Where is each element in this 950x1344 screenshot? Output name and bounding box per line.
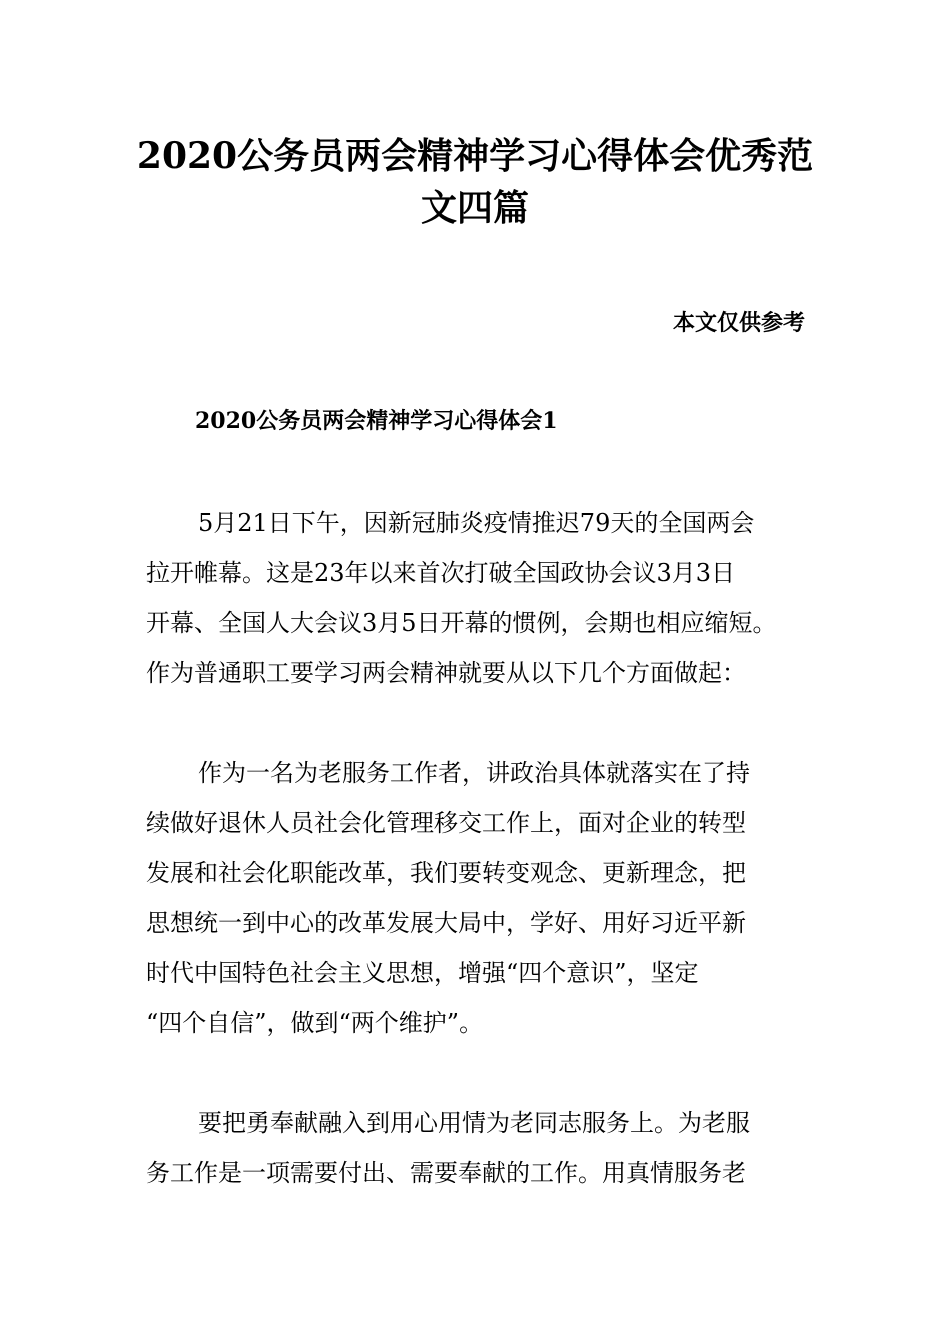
- paragraph-line: “四个自信”，做到“两个维护”。: [146, 1009, 484, 1037]
- paragraph-line: 作为普通职工要学习两会精神就要从以下几个方面做起：: [146, 659, 746, 687]
- paragraph-line: 时代中国特色社会主义思想，增强“四个意识”，坚定: [146, 959, 699, 987]
- paragraph-line: 发展和社会化职能改革，我们要转变观念、更新理念，把: [146, 859, 746, 887]
- section-heading: 2020公务员两会精神学习心得体会1: [195, 408, 558, 434]
- paragraph-line: 思想统一到中心的改革发展大局中，学好、用好习近平新: [146, 909, 746, 937]
- paragraph-line: 拉开帷幕。这是23年以来首次打破全国政协会议3月3日: [146, 559, 736, 587]
- document-title-line-1: 2020公务员两会精神学习心得体会优秀范: [136, 135, 814, 177]
- document-title-line-2: 文四篇: [420, 187, 529, 229]
- paragraph-line: 5月21日下午，因新冠肺炎疫情推迟79天的全国两会: [198, 509, 755, 537]
- paragraph-line: 开幕、全国人大会议3月5日开幕的惯例，会期也相应缩短。: [146, 609, 777, 637]
- paragraph-line: 作为一名为老服务工作者，讲政治具体就落实在了持: [198, 759, 750, 787]
- reference-note: 本文仅供参考: [672, 310, 805, 336]
- paragraph-line: 务工作是一项需要付出、需要奉献的工作。用真情服务老: [146, 1159, 746, 1187]
- paragraph-line: 要把勇奉献融入到用心用情为老同志服务上。为老服: [198, 1109, 750, 1137]
- paragraph-line: 续做好退休人员社会化管理移交工作上，面对企业的转型: [146, 809, 746, 837]
